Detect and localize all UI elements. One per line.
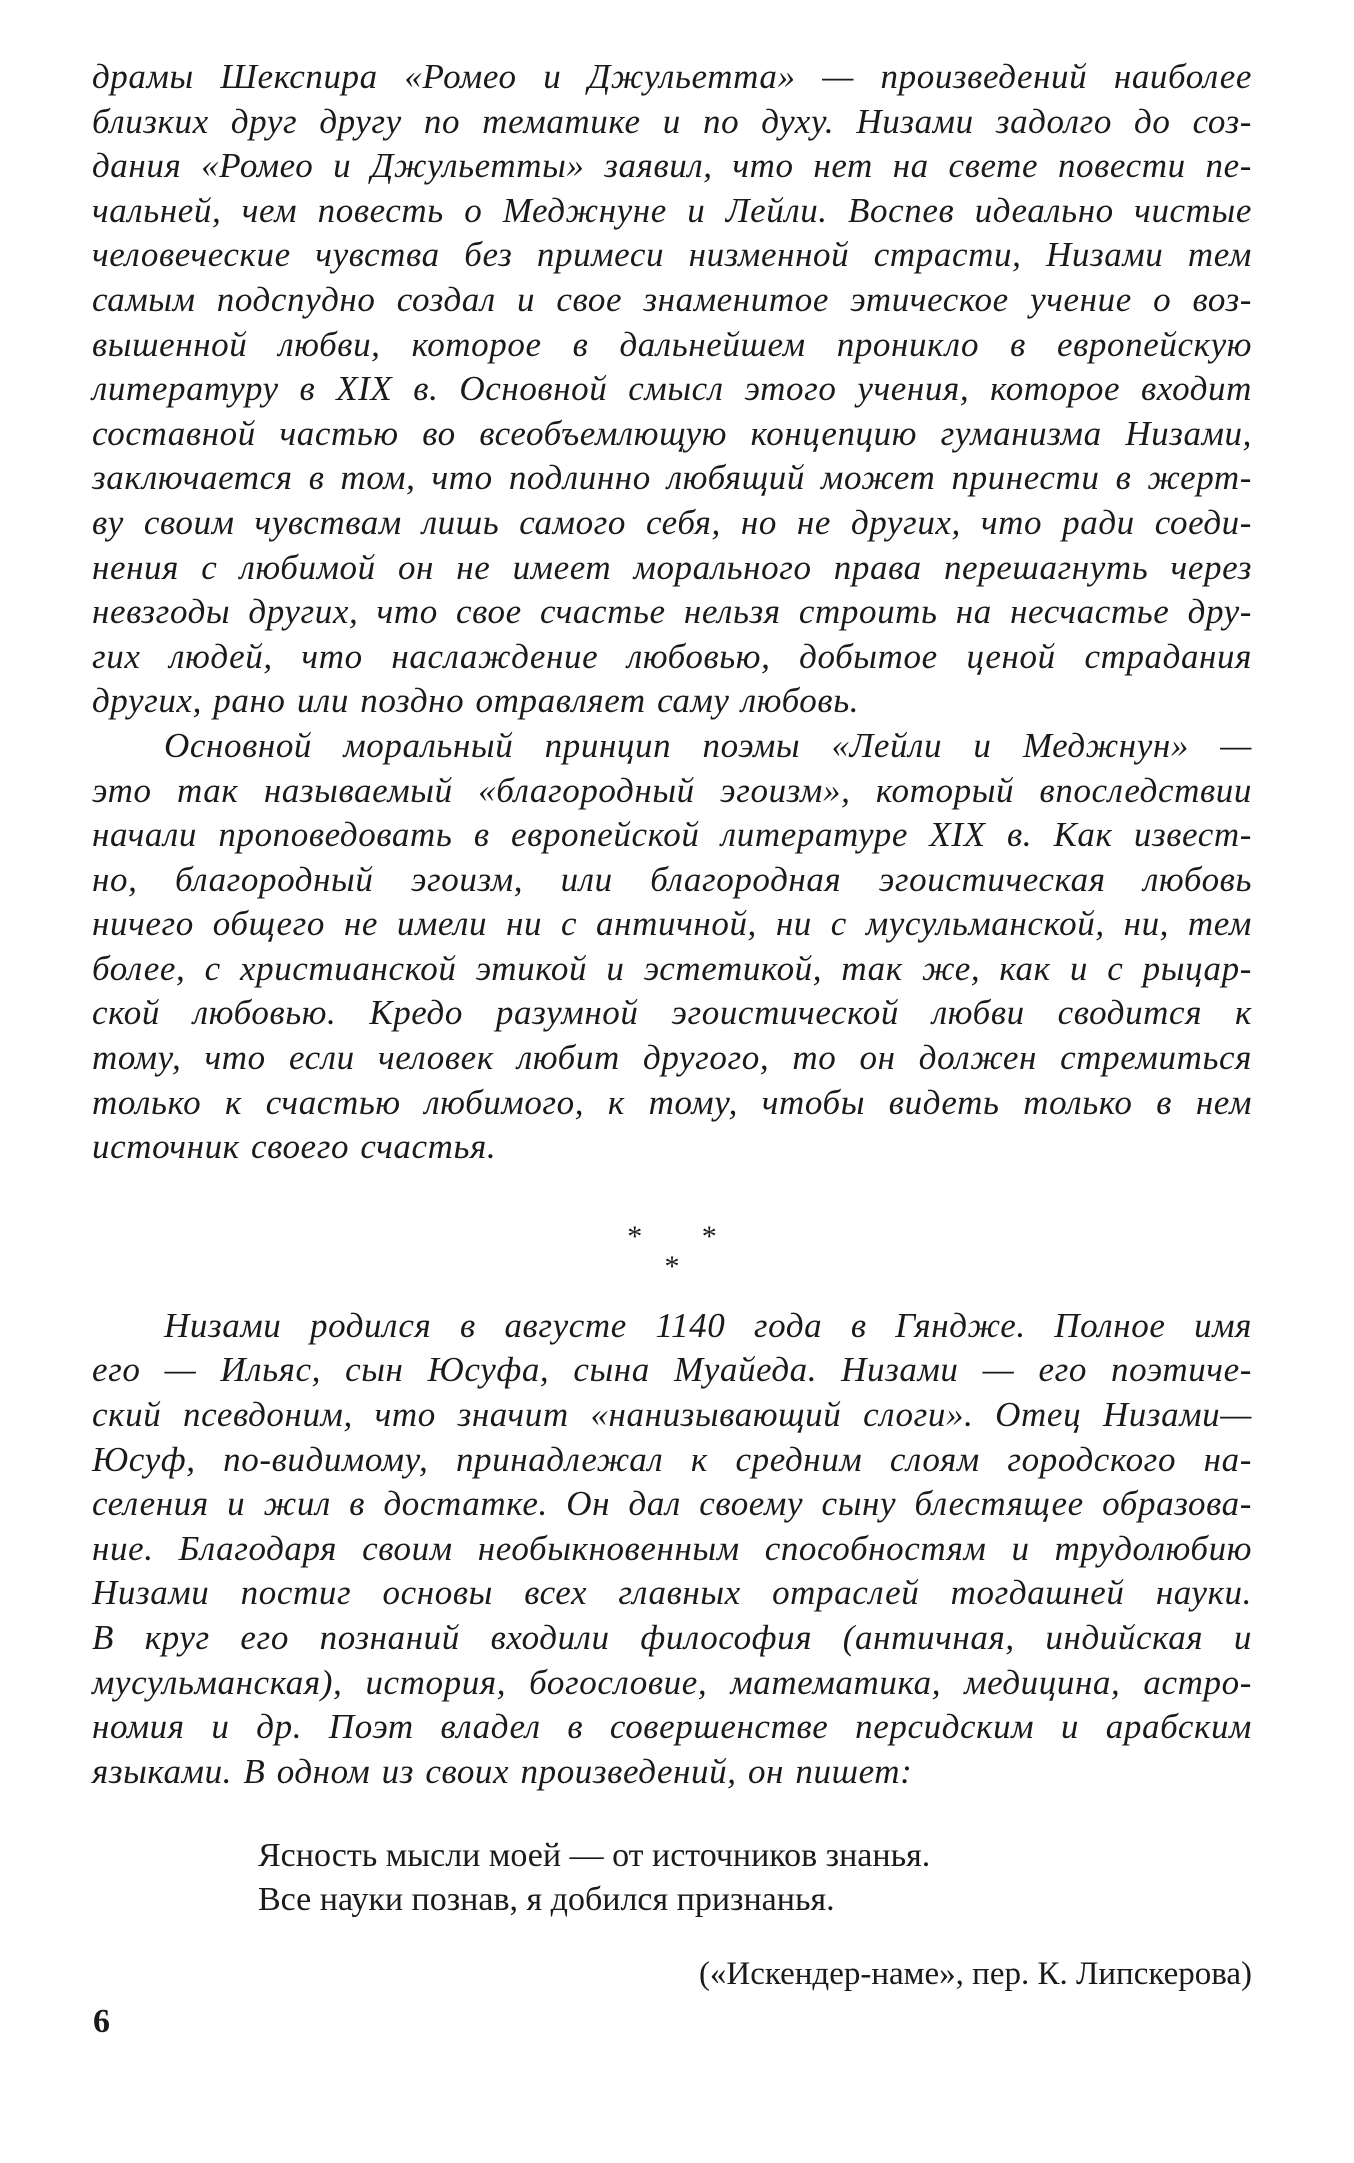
- text-line: человеческие чувства без примеси низменной страсти, Низами тем: [92, 235, 1252, 275]
- text-line: Низами постиг основы всех главных отраслей тогдашней науки.: [92, 1573, 1252, 1613]
- paragraph-1: [92, 55, 1252, 724]
- text-line: Низами родился в августе 1140 года в Гяндже. Полное имя: [164, 1305, 1252, 1345]
- text-line: близких друг другу по тематике и по духу. Низами задолго до соз-: [92, 101, 1252, 141]
- text-line: ский псевдоним, что значит «нанизывающий слоги». Отец Низами—: [92, 1395, 1252, 1435]
- text-line: самым подспудно создал и свое знаменитое этическое учение о воз-: [92, 279, 1252, 319]
- verse-line-1: Ясность мысли моей — от источников знанья.: [258, 1837, 931, 1875]
- page-number: 6: [93, 2003, 110, 2040]
- text-line: тому, что если человек любит другого, то он должен стремиться: [92, 1038, 1252, 1078]
- text-line: других, рано или поздно отравляет саму любовь.: [92, 681, 860, 721]
- verse-source: («Искендер-наме», пер. К. Липскерова): [698, 1956, 1252, 1993]
- separator-top: * *: [627, 1219, 743, 1253]
- text-line: языками. В одном из своих произведений, он пишет:: [92, 1751, 913, 1791]
- text-line: только к счастью любимого, к тому, чтобы видеть только в нем: [92, 1082, 1252, 1122]
- text-line: драмы Шекспира «Ромео и Джульетта» — произведений наиболее: [92, 57, 1252, 96]
- text-line: дания «Ромео и Джульетты» заявил, что нет на свете повести пе-: [92, 146, 1252, 186]
- text-line: Юсуф, по-видимому, принадлежал к средним слоям городского на-: [92, 1439, 1252, 1479]
- text-line: невзгоды других, что свое счастье нельзя строить на несчастье дру-: [92, 592, 1252, 632]
- text-line: литературу в XIX в. Основной смысл этого учения, которое входит: [92, 369, 1252, 409]
- verse-line-2: Все науки познав, я добился признанья.: [258, 1881, 835, 1919]
- text-line: В круг его познаний входили философия (античная, индийская и: [92, 1618, 1252, 1657]
- separator-bottom: *: [664, 1249, 680, 1283]
- paragraph-3: [92, 1304, 1252, 1795]
- page-body: [92, 55, 1252, 1996]
- text-line: чальней, чем повесть о Меджнуне и Лейли. Воспев идеально чистые: [92, 190, 1252, 230]
- text-line: ничего общего не имели ни с античной, ни с мусульманской, ни, тем: [92, 904, 1252, 944]
- text-line: номия и др. Поэт владел в совершенстве персидским и арабским: [92, 1707, 1252, 1747]
- text-line: Основной моральный принцип поэмы «Лейли и Меджнун» —: [164, 725, 1252, 765]
- text-line: вышенной любви, которое в дальнейшем проникло в европейскую: [92, 324, 1252, 364]
- text-line: это так называемый «благородный эгоизм», который впоследствии: [92, 770, 1252, 810]
- text-line: составной частью во всеобъемлющую концепцию гуманизма Низами,: [92, 413, 1252, 453]
- text-line: ской любовью. Кредо разумной эгоистической любви сводится к: [92, 993, 1252, 1033]
- text-line: ние. Благодаря своим необыкновенным способностям и трудолюбию: [92, 1528, 1252, 1568]
- text-line: заключается в том, что подлинно любящий может принести в жерт-: [92, 458, 1252, 498]
- text-line: источник своего счастья.: [92, 1127, 497, 1167]
- section-separator: [92, 1219, 1252, 1283]
- paragraph-2: [92, 724, 1252, 1170]
- text-line: более, с христианской этикой и эстетикой, так же, как и с рыцар-: [92, 948, 1252, 988]
- text-line: начали проповедовать в европейской литературе XIX в. Как извест-: [92, 815, 1252, 855]
- text-line: его — Ильяс, сын Юсуфа, сына Муайеда. Низами — его поэтиче-: [92, 1350, 1252, 1390]
- text-line: селения и жил в достатке. Он дал своему сыну блестящее образова-: [92, 1484, 1252, 1524]
- text-line: ву своим чувствам лишь самого себя, но не других, что ради соеди-: [92, 502, 1252, 542]
- text-line: нения с любимой он не имеет морального права перешагнуть через: [92, 547, 1252, 587]
- verse-quote: [258, 1834, 1252, 1922]
- text-line: мусульманская), история, богословие, математика, медицина, астро-: [92, 1662, 1252, 1702]
- text-line: гих людей, что наслаждение любовью, добытое ценой страдания: [92, 636, 1252, 676]
- text-line: но, благородный эгоизм, или благородная эгоистическая любовь: [92, 859, 1252, 899]
